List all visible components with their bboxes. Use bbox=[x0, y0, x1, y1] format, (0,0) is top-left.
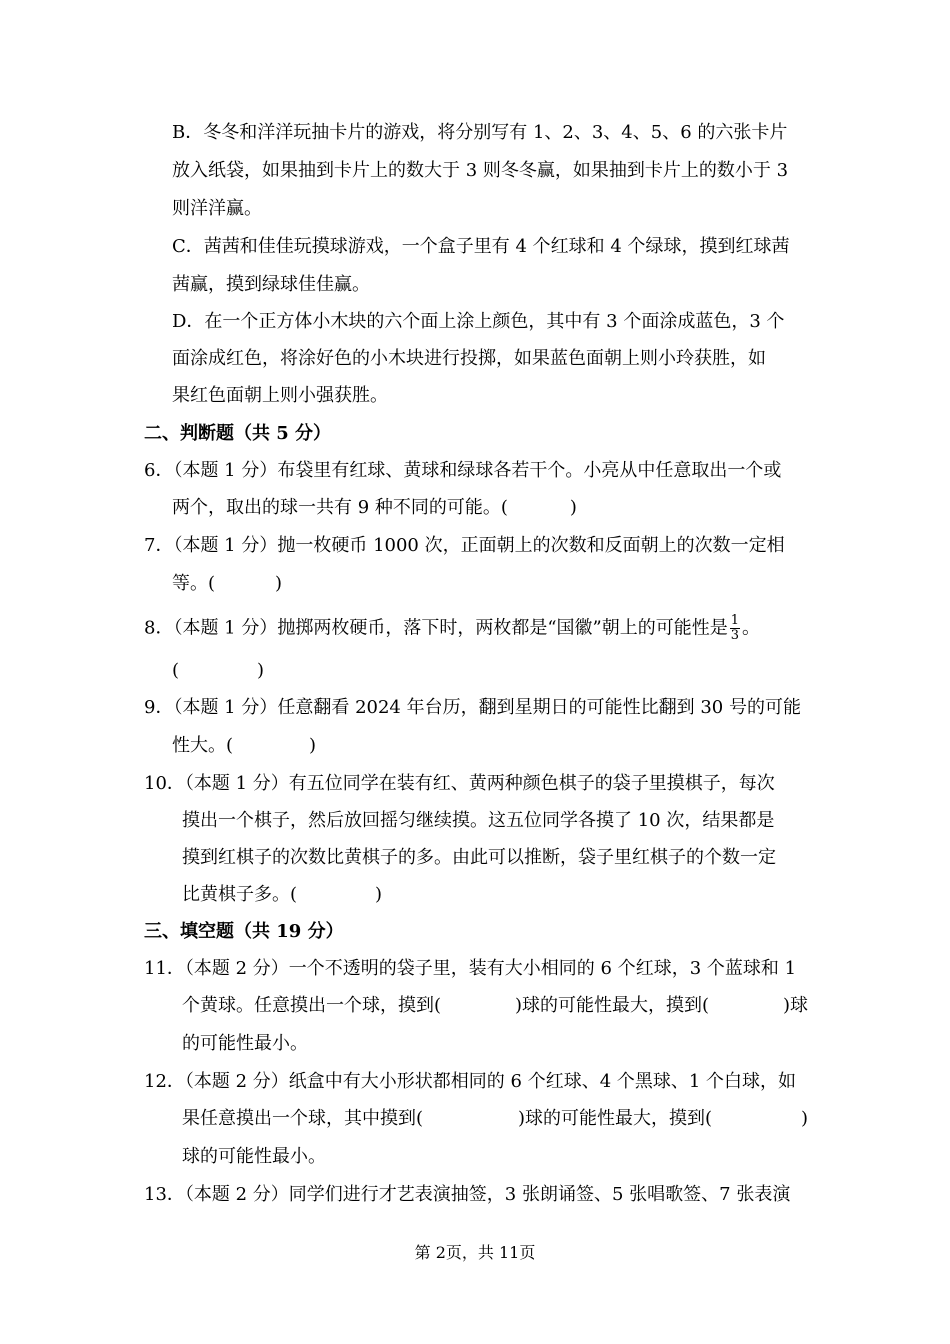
q7-close-paren: ) bbox=[275, 573, 283, 594]
q7-line1: 7．（本题 1 分）抛一枚硬币 1000 次，正面朝上的次数和反面朝上的次数一定相 bbox=[144, 535, 785, 556]
q9-line1: 9．（本题 1 分）任意翻看 2024 年台历，翻到星期日的可能性比翻到 30 号的可能 bbox=[144, 697, 801, 718]
q10-close-paren: ) bbox=[375, 884, 383, 905]
q8-fraction bbox=[730, 614, 740, 643]
q11-line3: 的可能性最小。 bbox=[182, 1033, 308, 1054]
q9-close-paren: ) bbox=[309, 735, 317, 756]
q8-close-paren: ) bbox=[257, 660, 265, 681]
q11-text-a: 个黄球。任意摸出一个球，摸到( bbox=[182, 995, 442, 1016]
q11-text-c: )球 bbox=[782, 995, 808, 1016]
q12-answer-blank-1[interactable] bbox=[432, 1107, 510, 1131]
option-d-line3: 果红色面朝上则小强获胜。 bbox=[172, 385, 388, 406]
q10-line2: 摸出一个棋子，然后放回摇匀继续摸。这五位同学各摸了 10 次，结果都是 bbox=[182, 810, 775, 831]
q11-line2 bbox=[182, 994, 808, 1018]
q7-line2 bbox=[172, 572, 282, 596]
q10-text: 比黄棋子多。( bbox=[182, 884, 298, 905]
q8-line1 bbox=[144, 614, 760, 643]
q6-line1: 6．（本题 1 分）布袋里有红球、黄球和绿球各若干个。小亮从中任意取出一个或 bbox=[144, 460, 782, 481]
q8-open-paren: ( bbox=[172, 660, 180, 681]
q13-line1: 13．（本题 2 分）同学们进行才艺表演抽签，3 张朗诵签、5 张唱歌签、7 张表演 bbox=[144, 1184, 791, 1205]
q11-text-b: )球的可能性最大，摸到( bbox=[514, 995, 710, 1016]
q12-text-a: 果任意摸出一个球，其中摸到( bbox=[182, 1108, 424, 1129]
option-d-line1: D．在一个正方体小木块的六个面上涂上颜色，其中有 3 个面涂成蓝色，3 个 bbox=[172, 311, 785, 332]
q8-period: 。 bbox=[742, 617, 761, 639]
q8-fraction-numerator: 1 bbox=[730, 613, 740, 628]
q10-line1: 10．（本题 1 分）有五位同学在装有红、黄两种颜色棋子的袋子里摸棋子，每次 bbox=[144, 773, 775, 794]
q6-text: 两个，取出的球一共有 9 种不同的可能。( bbox=[172, 497, 508, 518]
q8-fraction-denominator: 3 bbox=[730, 628, 740, 643]
option-c-line1: C．茜茜和佳佳玩摸球游戏，一个盒子里有 4 个红球和 4 个绿球，摸到红球茜 bbox=[172, 236, 790, 257]
q10-line4 bbox=[182, 883, 382, 907]
option-b-line2: 放入纸袋，如果抽到卡片上的数大于 3 则冬冬赢，如果抽到卡片上的数小于 3 bbox=[172, 160, 789, 181]
q7-text: 等。( bbox=[172, 573, 216, 594]
q12-line3: 球的可能性最小。 bbox=[182, 1146, 326, 1167]
section-3-heading: 三、填空题（共 19 分） bbox=[144, 921, 344, 942]
q9-line2 bbox=[172, 734, 316, 758]
q6-close-paren: ) bbox=[569, 497, 577, 518]
q9-text: 性大。( bbox=[172, 735, 234, 756]
q12-line1: 12．（本题 2 分）纸盒中有大小形状都相同的 6 个红球、4 个黑球、1 个白球，如 bbox=[144, 1071, 797, 1092]
q12-line2 bbox=[182, 1107, 808, 1131]
section-2-heading: 二、判断题（共 5 分） bbox=[144, 423, 332, 444]
option-b-line1: B．冬冬和洋洋玩抽卡片的游戏，将分别写有 1、2、3、4、5、6 的六张卡片 bbox=[172, 122, 788, 143]
q11-answer-blank-1[interactable] bbox=[447, 994, 509, 1018]
q6-line2 bbox=[172, 496, 577, 520]
option-b-line3: 则洋洋赢。 bbox=[172, 198, 262, 219]
q10-line3: 摸到红棋子的次数比黄棋子的多。由此可以推断，袋子里红棋子的个数一定 bbox=[182, 847, 776, 868]
q12-text-c: ) bbox=[800, 1108, 808, 1129]
q11-answer-blank-2[interactable] bbox=[715, 994, 777, 1018]
q11-line1: 11．（本题 2 分）一个不透明的袋子里，装有大小相同的 6 个红球，3 个蓝球和 1 bbox=[144, 958, 797, 979]
q8-text: 8．（本题 1 分）抛掷两枚硬币，落下时，两枚都是“国徽”朝上的可能性是 bbox=[144, 617, 728, 639]
page-number-footer: 第 2页，共 11页 bbox=[414, 1243, 536, 1262]
q12-answer-blank-2[interactable] bbox=[720, 1107, 792, 1131]
option-d-line2: 面涂成红色，将涂好色的小木块进行投掷，如果蓝色面朝上则小玲获胜，如 bbox=[172, 348, 766, 369]
option-c-line2: 茜赢，摸到绿球佳佳赢。 bbox=[172, 274, 370, 295]
q8-line2 bbox=[172, 659, 264, 683]
q12-text-b: )球的可能性最大，摸到( bbox=[517, 1108, 713, 1129]
